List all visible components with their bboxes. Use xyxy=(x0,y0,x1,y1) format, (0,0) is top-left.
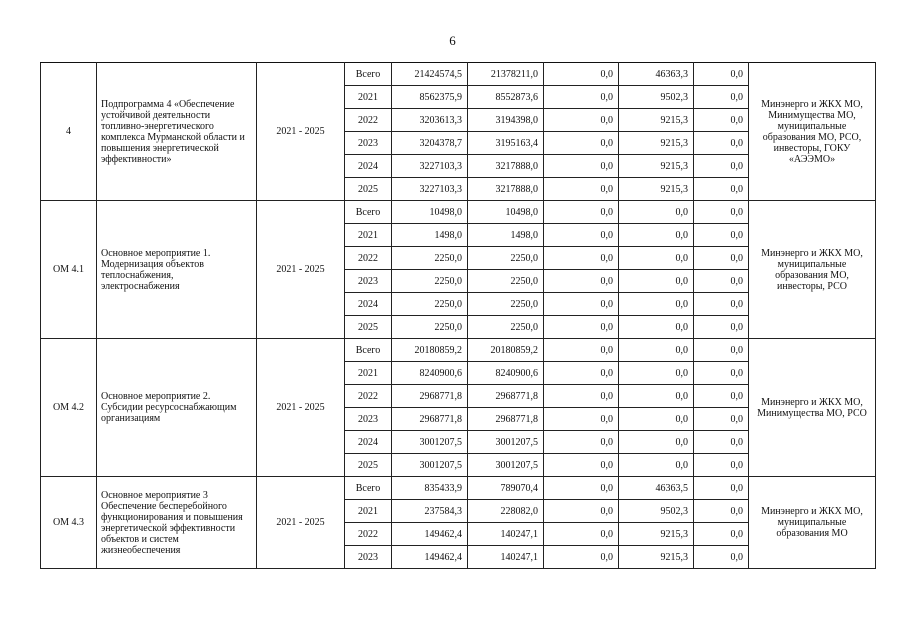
other-sources-cell: 0,0 xyxy=(694,270,749,293)
item-executors: Минэнерго и ЖКХ МО, муниципальные образования МО xyxy=(749,477,876,569)
local-budget-cell: 9215,3 xyxy=(619,155,694,178)
total-cell: 2250,0 xyxy=(392,247,468,270)
other-sources-cell: 0,0 xyxy=(694,362,749,385)
regional-budget-cell: 2968771,8 xyxy=(468,408,544,431)
total-cell: 2250,0 xyxy=(392,270,468,293)
total-cell: 3204378,7 xyxy=(392,132,468,155)
item-title: Основное мероприятие 1. Модернизация объектов теплоснабжения, электроснабжения xyxy=(97,201,257,339)
federal-budget-cell: 0,0 xyxy=(544,431,619,454)
other-sources-cell: 0,0 xyxy=(694,155,749,178)
local-budget-cell: 9215,3 xyxy=(619,178,694,201)
total-cell: 835433,9 xyxy=(392,477,468,500)
item-executors: Минэнерго и ЖКХ МО, Минимущества МО, муниципальные образования МО, РСО, инвесторы, ГОКУ «АЭЭМО» xyxy=(749,63,876,201)
local-budget-cell: 46363,3 xyxy=(619,63,694,86)
regional-budget-cell: 3217888,0 xyxy=(468,178,544,201)
year-cell: 2022 xyxy=(345,523,392,546)
total-cell: 21424574,5 xyxy=(392,63,468,86)
year-cell: 2021 xyxy=(345,500,392,523)
other-sources-cell: 0,0 xyxy=(694,546,749,569)
regional-budget-cell: 3001207,5 xyxy=(468,431,544,454)
federal-budget-cell: 0,0 xyxy=(544,247,619,270)
item-title: Основное мероприятие 3 Обеспечение бесперебойного функционирования и повышения энергетической эффективности объектов и систем жизнеобеспечения xyxy=(97,477,257,569)
year-cell: 2024 xyxy=(345,155,392,178)
federal-budget-cell: 0,0 xyxy=(544,316,619,339)
total-cell: 8562375,9 xyxy=(392,86,468,109)
regional-budget-cell: 2968771,8 xyxy=(468,385,544,408)
federal-budget-cell: 0,0 xyxy=(544,500,619,523)
local-budget-cell: 0,0 xyxy=(619,224,694,247)
local-budget-cell: 46363,5 xyxy=(619,477,694,500)
federal-budget-cell: 0,0 xyxy=(544,224,619,247)
other-sources-cell: 0,0 xyxy=(694,293,749,316)
total-cell: 2250,0 xyxy=(392,316,468,339)
regional-budget-cell: 21378211,0 xyxy=(468,63,544,86)
page-number: 6 xyxy=(449,33,456,48)
other-sources-cell: 0,0 xyxy=(694,477,749,500)
year-cell: 2023 xyxy=(345,546,392,569)
federal-budget-cell: 0,0 xyxy=(544,454,619,477)
budget-table-body xyxy=(41,63,876,569)
item-title: Основное мероприятие 2. Субсидии ресурсоснабжающим организациям xyxy=(97,339,257,477)
other-sources-cell: 0,0 xyxy=(694,86,749,109)
local-budget-cell: 0,0 xyxy=(619,339,694,362)
regional-budget-cell: 2250,0 xyxy=(468,316,544,339)
regional-budget-cell: 8552873,6 xyxy=(468,86,544,109)
year-cell: 2022 xyxy=(345,247,392,270)
federal-budget-cell: 0,0 xyxy=(544,270,619,293)
regional-budget-cell: 20180859,2 xyxy=(468,339,544,362)
regional-budget-cell: 3195163,4 xyxy=(468,132,544,155)
year-cell: 2023 xyxy=(345,408,392,431)
regional-budget-cell: 10498,0 xyxy=(468,201,544,224)
year-cell: 2024 xyxy=(345,293,392,316)
other-sources-cell: 0,0 xyxy=(694,63,749,86)
item-code: 4 xyxy=(41,63,97,201)
federal-budget-cell: 0,0 xyxy=(544,477,619,500)
total-cell: 3203613,3 xyxy=(392,109,468,132)
year-cell: Всего xyxy=(345,477,392,500)
item-code: ОМ 4.3 xyxy=(41,477,97,569)
item-executors: Минэнерго и ЖКХ МО, Минимущества МО, РСО xyxy=(749,339,876,477)
regional-budget-cell: 3001207,5 xyxy=(468,454,544,477)
total-cell: 2968771,8 xyxy=(392,385,468,408)
local-budget-cell: 9502,3 xyxy=(619,500,694,523)
year-cell: 2023 xyxy=(345,270,392,293)
item-period: 2021 - 2025 xyxy=(257,477,345,569)
regional-budget-cell: 2250,0 xyxy=(468,247,544,270)
other-sources-cell: 0,0 xyxy=(694,454,749,477)
total-cell: 8240900,6 xyxy=(392,362,468,385)
year-cell: 2025 xyxy=(345,178,392,201)
local-budget-cell: 0,0 xyxy=(619,431,694,454)
total-cell: 2968771,8 xyxy=(392,408,468,431)
local-budget-cell: 9215,3 xyxy=(619,523,694,546)
year-cell: 2024 xyxy=(345,431,392,454)
item-code: ОМ 4.2 xyxy=(41,339,97,477)
regional-budget-cell: 1498,0 xyxy=(468,224,544,247)
other-sources-cell: 0,0 xyxy=(694,316,749,339)
local-budget-cell: 0,0 xyxy=(619,454,694,477)
total-cell: 2250,0 xyxy=(392,293,468,316)
table-row xyxy=(41,201,876,224)
year-cell: Всего xyxy=(345,63,392,86)
other-sources-cell: 0,0 xyxy=(694,178,749,201)
item-period: 2021 - 2025 xyxy=(257,339,345,477)
table-row xyxy=(41,339,876,362)
federal-budget-cell: 0,0 xyxy=(544,362,619,385)
year-cell: 2022 xyxy=(345,385,392,408)
regional-budget-cell: 228082,0 xyxy=(468,500,544,523)
year-cell: 2021 xyxy=(345,362,392,385)
total-cell: 3001207,5 xyxy=(392,454,468,477)
regional-budget-cell: 2250,0 xyxy=(468,293,544,316)
federal-budget-cell: 0,0 xyxy=(544,109,619,132)
local-budget-cell: 0,0 xyxy=(619,408,694,431)
local-budget-cell: 0,0 xyxy=(619,247,694,270)
federal-budget-cell: 0,0 xyxy=(544,63,619,86)
year-cell: 2022 xyxy=(345,109,392,132)
year-cell: 2023 xyxy=(345,132,392,155)
local-budget-cell: 0,0 xyxy=(619,385,694,408)
federal-budget-cell: 0,0 xyxy=(544,178,619,201)
item-executors: Минэнерго и ЖКХ МО, муниципальные образования МО, инвесторы, РСО xyxy=(749,201,876,339)
year-cell: 2021 xyxy=(345,224,392,247)
total-cell: 3001207,5 xyxy=(392,431,468,454)
regional-budget-cell: 140247,1 xyxy=(468,523,544,546)
local-budget-cell: 9502,3 xyxy=(619,86,694,109)
regional-budget-cell: 789070,4 xyxy=(468,477,544,500)
total-cell: 149462,4 xyxy=(392,546,468,569)
other-sources-cell: 0,0 xyxy=(694,523,749,546)
local-budget-cell: 0,0 xyxy=(619,270,694,293)
federal-budget-cell: 0,0 xyxy=(544,385,619,408)
regional-budget-cell: 2250,0 xyxy=(468,270,544,293)
other-sources-cell: 0,0 xyxy=(694,385,749,408)
federal-budget-cell: 0,0 xyxy=(544,546,619,569)
federal-budget-cell: 0,0 xyxy=(544,408,619,431)
year-cell: 2021 xyxy=(345,86,392,109)
federal-budget-cell: 0,0 xyxy=(544,339,619,362)
local-budget-cell: 9215,3 xyxy=(619,546,694,569)
item-title: Подпрограмма 4 «Обеспечение устойчивой деятельности топливно-энергетического комплекса Мурманской области и повышения энергетической эффективности» xyxy=(97,63,257,201)
other-sources-cell: 0,0 xyxy=(694,132,749,155)
regional-budget-cell: 3194398,0 xyxy=(468,109,544,132)
total-cell: 3227103,3 xyxy=(392,178,468,201)
regional-budget-cell: 140247,1 xyxy=(468,546,544,569)
year-cell: 2025 xyxy=(345,454,392,477)
table-row xyxy=(41,63,876,86)
regional-budget-cell: 3217888,0 xyxy=(468,155,544,178)
federal-budget-cell: 0,0 xyxy=(544,201,619,224)
federal-budget-cell: 0,0 xyxy=(544,132,619,155)
other-sources-cell: 0,0 xyxy=(694,408,749,431)
local-budget-cell: 9215,3 xyxy=(619,109,694,132)
total-cell: 237584,3 xyxy=(392,500,468,523)
local-budget-cell: 0,0 xyxy=(619,293,694,316)
year-cell: 2025 xyxy=(345,316,392,339)
federal-budget-cell: 0,0 xyxy=(544,293,619,316)
total-cell: 3227103,3 xyxy=(392,155,468,178)
item-code: ОМ 4.1 xyxy=(41,201,97,339)
item-period: 2021 - 2025 xyxy=(257,63,345,201)
item-period: 2021 - 2025 xyxy=(257,201,345,339)
other-sources-cell: 0,0 xyxy=(694,247,749,270)
local-budget-cell: 0,0 xyxy=(619,201,694,224)
year-cell: Всего xyxy=(345,201,392,224)
total-cell: 10498,0 xyxy=(392,201,468,224)
year-cell: Всего xyxy=(345,339,392,362)
total-cell: 20180859,2 xyxy=(392,339,468,362)
local-budget-cell: 9215,3 xyxy=(619,132,694,155)
federal-budget-cell: 0,0 xyxy=(544,523,619,546)
other-sources-cell: 0,0 xyxy=(694,109,749,132)
other-sources-cell: 0,0 xyxy=(694,500,749,523)
other-sources-cell: 0,0 xyxy=(694,224,749,247)
total-cell: 1498,0 xyxy=(392,224,468,247)
federal-budget-cell: 0,0 xyxy=(544,86,619,109)
table-row xyxy=(41,477,876,500)
local-budget-cell: 0,0 xyxy=(619,316,694,339)
other-sources-cell: 0,0 xyxy=(694,339,749,362)
other-sources-cell: 0,0 xyxy=(694,201,749,224)
federal-budget-cell: 0,0 xyxy=(544,155,619,178)
budget-table xyxy=(40,62,876,569)
total-cell: 149462,4 xyxy=(392,523,468,546)
regional-budget-cell: 8240900,6 xyxy=(468,362,544,385)
other-sources-cell: 0,0 xyxy=(694,431,749,454)
local-budget-cell: 0,0 xyxy=(619,362,694,385)
